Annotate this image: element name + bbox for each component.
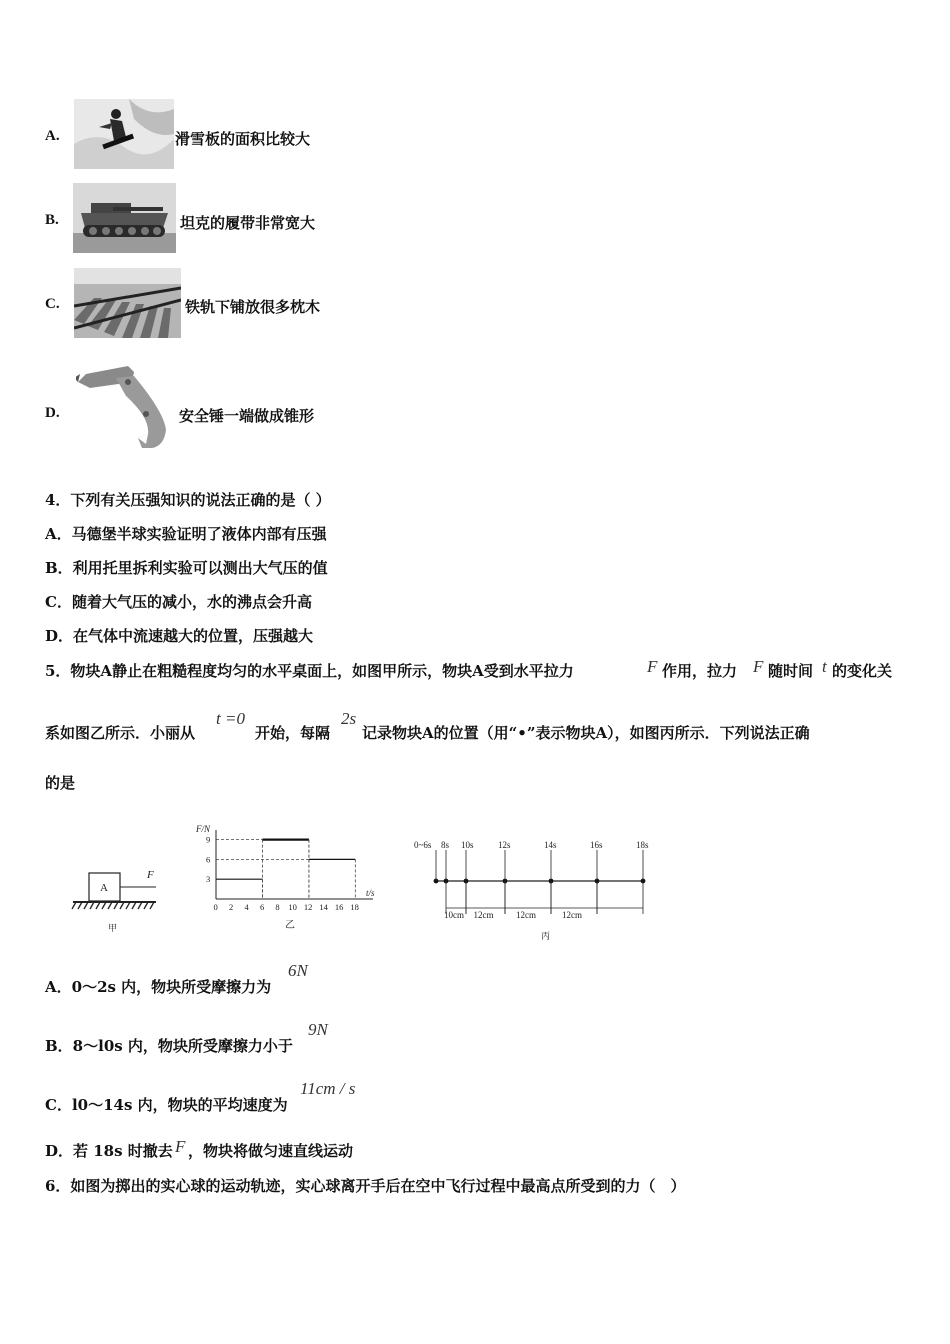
q5-option-d-math: F: [175, 1137, 186, 1156]
safety-hammer-photo: [76, 352, 171, 452]
x-tick-label: 0: [213, 902, 218, 912]
option-label: C.: [45, 296, 60, 312]
option-d: D．在气体中流速越大的位置，压强越大: [45, 627, 314, 645]
x-tick-label: 4: [244, 902, 249, 912]
option-text: 滑雪板的面积比较大: [175, 130, 311, 148]
distance-label: 12cm: [516, 910, 536, 920]
x-tick-label: 8: [275, 902, 280, 912]
x-tick-label: 14: [319, 902, 328, 912]
q5-option-b: B．8～l0s 内，物块所受摩擦力小于: [45, 1037, 293, 1055]
figure-bing-caption: 丙: [541, 931, 551, 941]
q5-option-a: A．0～2s 内，物块所受摩擦力为: [45, 978, 272, 996]
x-tick-label: 16: [334, 902, 344, 912]
force-label: F: [147, 869, 154, 881]
q5-text-2b: 开始，每隔: [255, 724, 331, 742]
time-label: 14s: [544, 840, 557, 850]
x-tick-label: 10: [288, 902, 297, 912]
question-6-stem: 6．如图为掷出的实心球的运动轨迹，实心球离开手后在空中飞行过程中最高点所受到的力（ ）: [45, 1177, 686, 1195]
option-label: A.: [45, 128, 60, 144]
x-tick-label: 18: [350, 902, 359, 912]
q5-option-a-math: 6N: [288, 961, 308, 980]
q5-option-c-math: 11cm / s: [300, 1079, 356, 1098]
railway-photo: [74, 268, 181, 338]
figure-yi-caption: 乙: [285, 920, 295, 931]
q5-text-3: 的是: [45, 774, 76, 792]
question-stem: 4．下列有关压强知识的说法正确的是（ ）: [45, 491, 331, 509]
option-b: B．利用托里拆利实验可以测出大气压的值: [45, 559, 328, 577]
y-tick-label: 9: [206, 834, 211, 845]
x-tick-label: 6: [259, 902, 265, 912]
time-label: 8s: [441, 840, 450, 850]
time-label: 0~6s: [414, 840, 432, 850]
q5-text-2c: 记录物块A的位置（用“•”表示物块A），如图丙所示．下列说法正确: [362, 724, 810, 742]
tank-photo: [73, 183, 176, 253]
time-label: 10s: [461, 840, 474, 850]
q5-math-t: t: [822, 657, 827, 676]
figure-jia: [70, 862, 165, 937]
y-axis-label: F/N: [196, 824, 211, 834]
q5-option-b-math: 9N: [308, 1020, 328, 1039]
x-tick-label: 12: [303, 902, 313, 912]
option-text: 铁轨下铺放很多枕木: [185, 298, 321, 316]
snowboarder-photo: [74, 99, 174, 169]
x-tick-label: 2: [228, 902, 234, 912]
distance-label: 12cm: [473, 910, 494, 920]
option-text: 坦克的履带非常宽大: [180, 214, 316, 232]
y-tick-label: 3: [206, 874, 211, 885]
q5-text-1d: 的变化关: [832, 662, 893, 680]
q5-math-F: F: [647, 657, 658, 676]
option-c: C．随着大气压的减小，水的沸点会升高: [45, 593, 312, 611]
q5-text-1b: 作用，拉力: [662, 662, 738, 680]
distance-label: 12cm: [562, 910, 582, 920]
q5-option-c: C．l0～14s 内，物块的平均速度为: [45, 1096, 288, 1114]
q5-text-1c: 随时间: [768, 662, 814, 680]
option-a: A．马德堡半球实验证明了液体内部有压强: [45, 525, 327, 543]
y-tick-label: 6: [206, 854, 211, 865]
option-label: D.: [45, 405, 60, 421]
figure-bing: [408, 836, 658, 946]
figure-jia-caption: 甲: [108, 923, 118, 933]
time-label: 16s: [590, 840, 603, 850]
q5-text-1a: 5．物块A静止在粗糙程度均匀的水平桌面上，如图甲所示，物块A受到水平拉力: [45, 662, 574, 680]
block-a-label: A: [100, 882, 108, 894]
option-label: B.: [45, 212, 59, 228]
figure-yi-chart: [190, 820, 390, 935]
q5-math-2s: 2s: [341, 709, 357, 728]
q5-math-t0: t =0: [216, 709, 245, 728]
q5-text-2a: 系如图乙所示．小丽从: [45, 724, 196, 742]
q5-option-d-b: ，物块将做匀速直线运动: [188, 1142, 354, 1160]
option-text: 安全锤一端做成锥形: [179, 407, 315, 425]
distance-label: 10cm: [444, 910, 464, 920]
x-axis-label: t/s: [366, 888, 375, 898]
time-label: 12s: [498, 840, 511, 850]
q5-option-d-a: D．若 18s 时撤去: [45, 1142, 173, 1160]
time-label: 18s: [636, 840, 649, 850]
q5-math-F2: F: [753, 657, 764, 676]
